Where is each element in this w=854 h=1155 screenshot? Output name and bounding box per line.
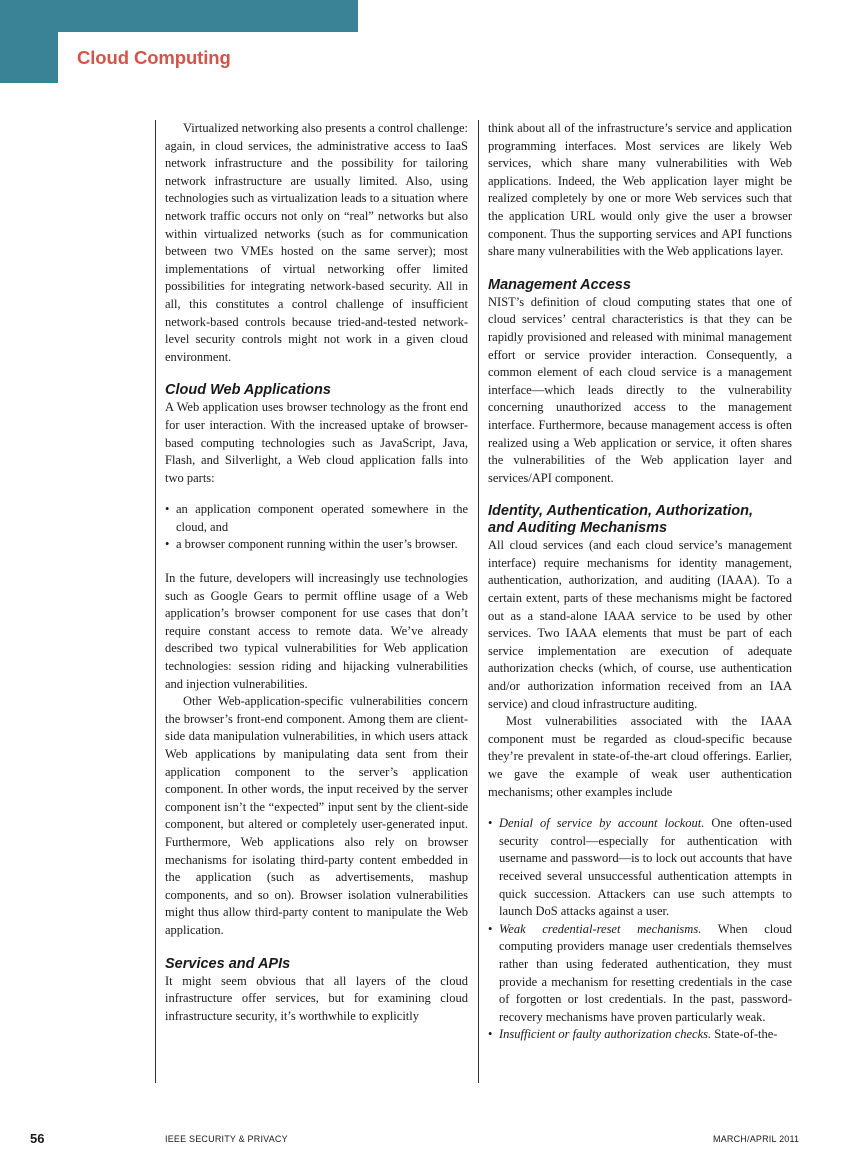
publication-name: IEEE SECURITY & PRIVACY bbox=[165, 1134, 288, 1144]
iaaa-bullet-term: Weak credential-reset mechanisms. bbox=[499, 921, 702, 936]
cloud-web-heading: Cloud Web Applications bbox=[165, 382, 331, 399]
cloud-web-paragraph-2: In the future, developers will increasingly use technologies such as Google Gears to permit offline usage of a Web application’s browser component for use cases that don’t require constant access to remote data. We’ve already described two typical vulnerabilities for Web application technologies: session riding and hijacking vulnerabilities and injection vulnerabilities. bbox=[165, 571, 468, 691]
cloud-web-paragraph-1: A Web application uses browser technology as the front end for user interaction. With the increased uptake of browser-based computing technologies such as JavaScript, Java, Flash, and Silverlight, a Web cloud application falls into two parts: bbox=[165, 400, 468, 485]
services-paragraph-continued: think about all of the infrastructure’s service and application programming interfaces. Most services are likely Web services, which share many vulnerabilities with Web applications. Indeed, the Web application layer might be realized completely by one or more Web services such that the application URL would only give the user a browser component. Thus the supporting services and API functions share many vulnerabilities with the Web applications layer. bbox=[488, 121, 792, 259]
services-paragraph-1: It might seem obvious that all layers of the cloud infrastructure offer services, but for examining cloud infrastructure security, it’s worthwhile to explicitly bbox=[165, 973, 468, 1023]
center-column-rule bbox=[478, 120, 479, 1083]
iaaa-paragraph-1: All cloud services (and each cloud service’s management interface) require mechanisms for identity management, authentication, authorization, and auditing (IAAA). To a certain extent, parts of these mechanisms might be factored out as a stand-alone IAAA service to be used by other services. Two IAAA elements that must be part of each service implementation are execution of adequate authorization checks (which, of course, use authentication and/or authorization information received from an IAA service) and cloud infrastructure auditing. bbox=[488, 538, 792, 711]
cloud-web-bullet-list bbox=[165, 501, 468, 554]
iaaa-paragraph-2: Most vulnerabilities associated with the IAAA component must be regarded as cloud-specific because they’re prevalent in state-of-the-art cloud offerings. Earlier, we gave the example of weak user authentication mechanisms; other examples include bbox=[488, 714, 792, 799]
iaaa-heading bbox=[488, 503, 792, 537]
cloud-web-paragraph-3: Other Web-application-specific vulnerabilities concern the browser’s front-end component. Among them are client-side data manipulation vulnerabilities, in which users attack Web applications by manipulating data sent from their application component to the server’s application component. In other words, the input received by the server component isn’t the “expected” input sent by the client-side component, but altered or completely user-generated input. Furthermore, Web applications also rely on browser mechanisms for isolating third-party content embedded in the application (such as advertisements, mashup components, and so on). Browser isolation vulnerabilities might thus allow third-party content to manipulate the Web application. bbox=[165, 694, 468, 937]
cloud-web-bullet: • a browser component running within the user’s browser. bbox=[165, 536, 468, 554]
iaaa-bullet bbox=[488, 1026, 792, 1044]
iaaa-heading-line-1: Identity, Authentication, Authorization, bbox=[488, 503, 754, 520]
right-column bbox=[488, 120, 792, 1044]
left-column-rule bbox=[155, 120, 156, 1083]
header-accent-bar bbox=[0, 0, 358, 32]
section-title: Cloud Computing bbox=[77, 47, 231, 68]
iaaa-bullet bbox=[488, 815, 792, 921]
issue-date: MARCH/APRIL 2011 bbox=[713, 1134, 800, 1144]
left-column bbox=[165, 120, 468, 1025]
page-number: 56 bbox=[30, 1131, 45, 1146]
services-heading: Services and APIs bbox=[165, 955, 291, 972]
header-accent-tab bbox=[0, 32, 58, 83]
iaaa-bullet-text: State-of-the- bbox=[711, 1027, 778, 1042]
iaaa-bullet-list bbox=[488, 815, 792, 1044]
iaaa-bullet-term: Insufficient or faulty authorization checks. bbox=[499, 1027, 712, 1042]
iaaa-bullet-text: One often-used security control—especially for authentication with username and password—is to lock out accounts that have received several unsuccessful authentication attempts in quick succession. Attackers can use such attempts to launch DoS attacks against a user. bbox=[499, 816, 792, 919]
intro-paragraph: Virtualized networking also presents a control challenge: again, in cloud services, the administrative access to IaaS network infrastructure and the possibility for tailoring network infrastructure are usually limited. Also, using technologies such as virtualization leads to a situation where network traffic occurs not only on “real” networks but also within virtualized networks (such as for communication between two VMEs hosted on the same server); most implementations of virtual networking offer limited possibilities for integrating network-based security. All in all, this constitutes a control challenge of insufficient network-based controls because tried-and-tested network-level security controls might not work in a given cloud environment. bbox=[165, 121, 468, 364]
management-access-paragraph: NIST’s definition of cloud computing states that one of cloud services’ central characteristics is that they can be rapidly provisioned and released with minimal management effort or service provider interaction. Consequently, a common element of each cloud service is a management interface—which leads directly to the vulnerability concerning unauthorized access to the management interface. Furthermore, because management access is often realized using a Web application or service, it often shares the vulnerabilities of the Web application layer and services/API component. bbox=[488, 294, 792, 485]
management-access-heading: Management Access bbox=[488, 276, 631, 293]
iaaa-bullet-text: When cloud computing providers manage user credentials themselves rather than using federated authentication, they must provide a mechanism for resetting credentials in the case of forgotten or lost credentials. In the past, password-recovery mechanisms have proven particularly weak. bbox=[499, 921, 792, 1024]
iaaa-bullet-term: Denial of service by account lockout. bbox=[499, 816, 705, 831]
iaaa-bullet bbox=[488, 921, 792, 1027]
cloud-web-bullet: • an application component operated somewhere in the cloud, and bbox=[165, 501, 468, 536]
iaaa-heading-line-2: and Auditing Mechanisms bbox=[488, 520, 668, 537]
